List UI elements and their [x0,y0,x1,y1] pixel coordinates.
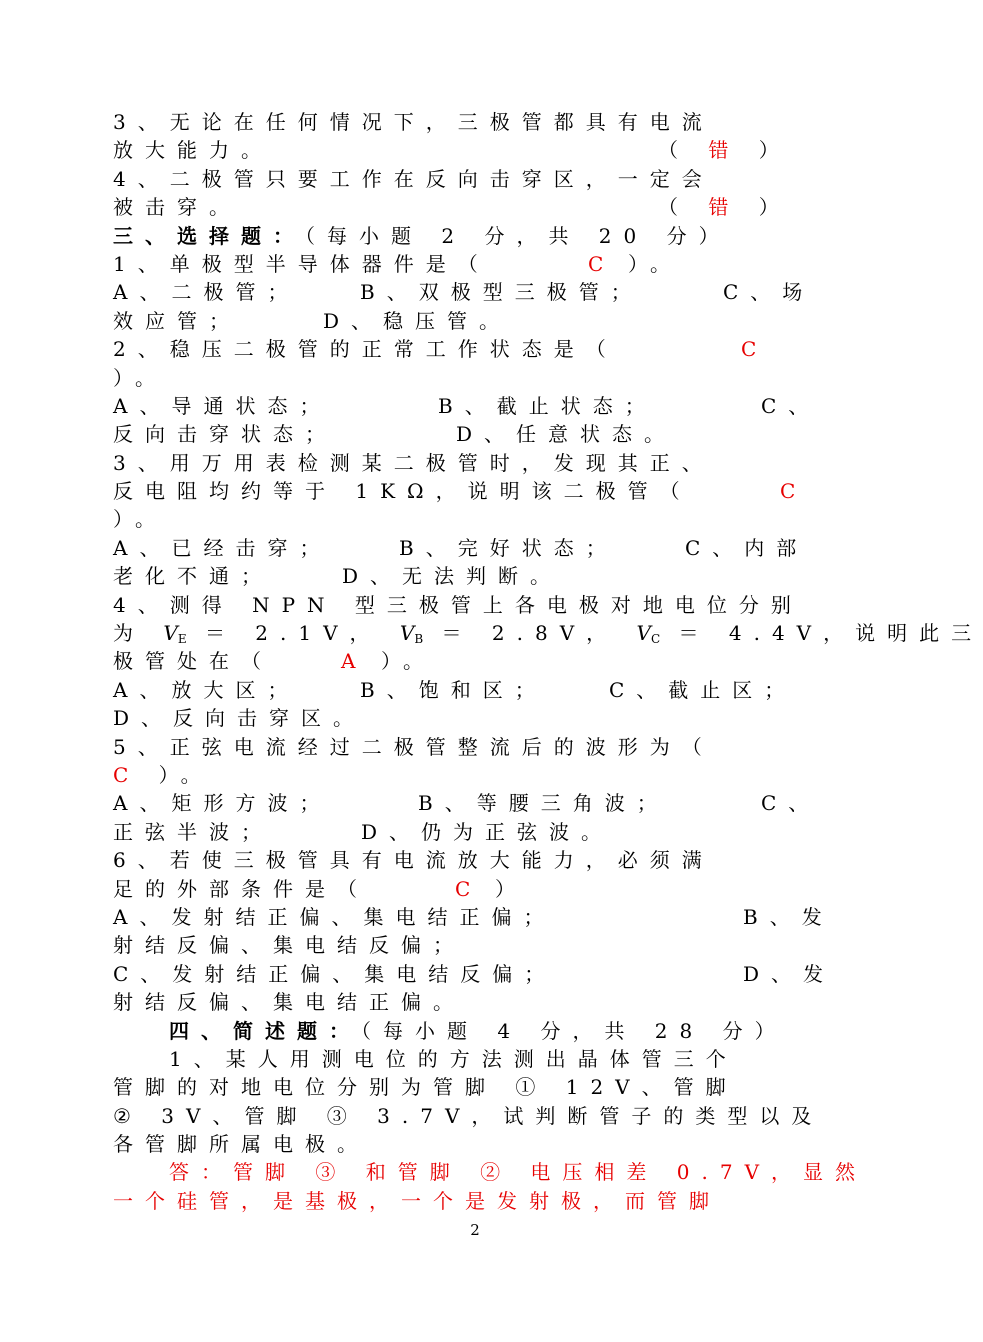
option-c-cont: 效应管； [113,308,241,333]
answer-text: A [341,649,368,674]
choice-question-4-cont: 极管处在（ A ）。 [113,647,823,675]
choice-options-6 [113,903,834,931]
choice-question-6: 6、若使三极管具有电流放大能力，必须满 [113,848,714,873]
text-line: 放大能力。 [113,138,273,163]
choice-options-3 [113,534,823,562]
option-b: B、截止状态； [438,393,657,418]
section-score: （每小题 2 分，共 20 分） [305,223,731,248]
option-d: D、稳压管。 [323,308,512,333]
option-b-cont: 射结反偏、集电结反偏； [113,933,465,958]
choice-options-6-c [113,960,836,988]
text-line: 2、稳压二极管的正常工作状态是（ [113,337,618,362]
short-question-1: 1、某人用测电位的方法测出晶体管三个 [169,1046,738,1071]
tf-question-4-cont [113,193,823,221]
choice-options-6-d-cont [113,988,823,1016]
text-line: 被击穿。 [113,195,241,220]
option-b: B、双极型三极管； [360,280,643,305]
text-line: 4、二极管只要工作在反向击穿区，一定会 [113,166,714,191]
option-b: B、等腰三角波； [418,791,669,816]
option-d: D、任意状态。 [456,422,677,447]
choice-question-4-voltages: 为 $V_E = 2.1V$， $V_B = 2.8V$， $V_C = 4.4V$，说明此三 [113,621,983,647]
answer-text: C [113,762,141,787]
option-c: C、场 [723,280,815,305]
choice-question-6-cont: 足的外部条件是（ C ） [113,875,823,903]
option-c: C、 [761,393,821,418]
answer-text: C [588,251,616,276]
answer-text: 答：管脚 ③ 和管脚 ② 电压相差 0.7V，显然 [169,1160,868,1185]
tf-question-3 [113,108,823,136]
option-a: A、导通状态； [113,393,332,418]
choice-options-2-cont [113,420,823,448]
option-d: D、无法判断。 [342,564,563,589]
choice-question-2 [113,335,823,363]
option-b: B、饱和区； [360,677,547,702]
option-c: C、内部 [685,535,809,560]
choice-options-2 [113,392,823,420]
choice-options-6-cont [113,931,823,959]
choice-options-1-cont [113,307,823,335]
text-line: 3、无论在任何情况下，三极管都具有电流 [113,110,714,134]
section-heading-choice [113,222,823,250]
choice-question-5-cont: C ）。 [113,762,213,787]
answer-text: 错 [708,195,741,220]
option-a: A、放大区； [113,677,300,702]
text-line: 1、单极型半导体器件是（ [113,251,490,276]
answer-text: 一个硅管，是基极，一个是发射极，而管脚 [113,1188,721,1213]
choice-options-3-cont [113,562,823,590]
option-c: C、 [761,791,821,816]
tf-question-3-cont [113,136,823,164]
answer-bracket: （ 错 ） [658,138,791,163]
option-c-cont: 反向击穿状态； [113,422,337,447]
document-body [113,108,983,1215]
choice-options-1 [113,278,823,306]
option-d: D、反向击穿区。 [113,706,366,731]
answer-text: C [780,479,808,504]
short-question-1-end: 各管脚所属电极。 [113,1132,369,1157]
option-d-cont: 射结反偏、集电结正偏。 [113,990,465,1015]
option-c-cont: 正弦半波； [113,819,273,844]
answer-text: 错 [708,138,741,163]
choice-question-3: 3、用万用表检测某二极管时，发现其正、 [113,450,714,475]
page-number: 2 [470,1221,480,1239]
answer-text: C [455,876,483,901]
choice-options-5 [113,789,823,817]
tf-question-4 [113,165,823,193]
choice-question-3-cont: 反电阻均约等于 1KΩ，说明该二极管（ C [113,477,823,505]
choice-options-4 [113,676,823,704]
option-c: C、截止区； [609,677,797,702]
choice-options-4-cont [113,704,823,732]
option-a: A、发射结正偏、集电结正偏； [113,904,556,929]
choice-question-1: 1、单极型半导体器件是（ C ）。 [113,250,823,278]
option-a: A、矩形方波； [113,791,332,816]
option-d: D、仍为正弦波。 [361,819,614,844]
short-question-1-cont2: ② 3V、管脚 ③ 3.7V，试判断管子的类型以及 [113,1103,824,1128]
section-heading-short-answer [113,1017,823,1045]
option-a: A、二极管； [113,280,300,305]
choice-question-4: 4、测得 NPN 型三极管上各电极对地电位分别 [113,592,803,617]
choice-question-3-end: ）。 [113,507,167,532]
option-b: B、发 [743,904,834,929]
answer-text: C [741,337,769,362]
option-a: A、已经击穿； [113,535,332,560]
section-score: （每小题 4 分，共 28 分） [361,1018,787,1043]
choice-question-2-cont: ）。 [113,365,167,390]
option-b: B、完好状态； [399,535,618,560]
short-answer-1 [113,1158,868,1186]
option-c-cont: 老化不通； [113,564,273,589]
short-question-1-cont: 管脚的对地电位分别为管脚 ① 12V、管脚 [113,1075,738,1100]
answer-bracket: （ 错 ） [658,195,791,220]
option-c: C、发射结正偏、集电结反偏； [113,961,557,986]
option-d: D、发 [743,961,836,986]
short-answer-1-cont [113,1187,823,1215]
choice-options-5-cont [113,818,823,846]
choice-question-5: 5、正弦电流经过二极管整流后的波形为（ [113,734,714,759]
section-title: 三、选择题： [113,223,305,248]
section-title: 四、简述题： [169,1018,361,1043]
